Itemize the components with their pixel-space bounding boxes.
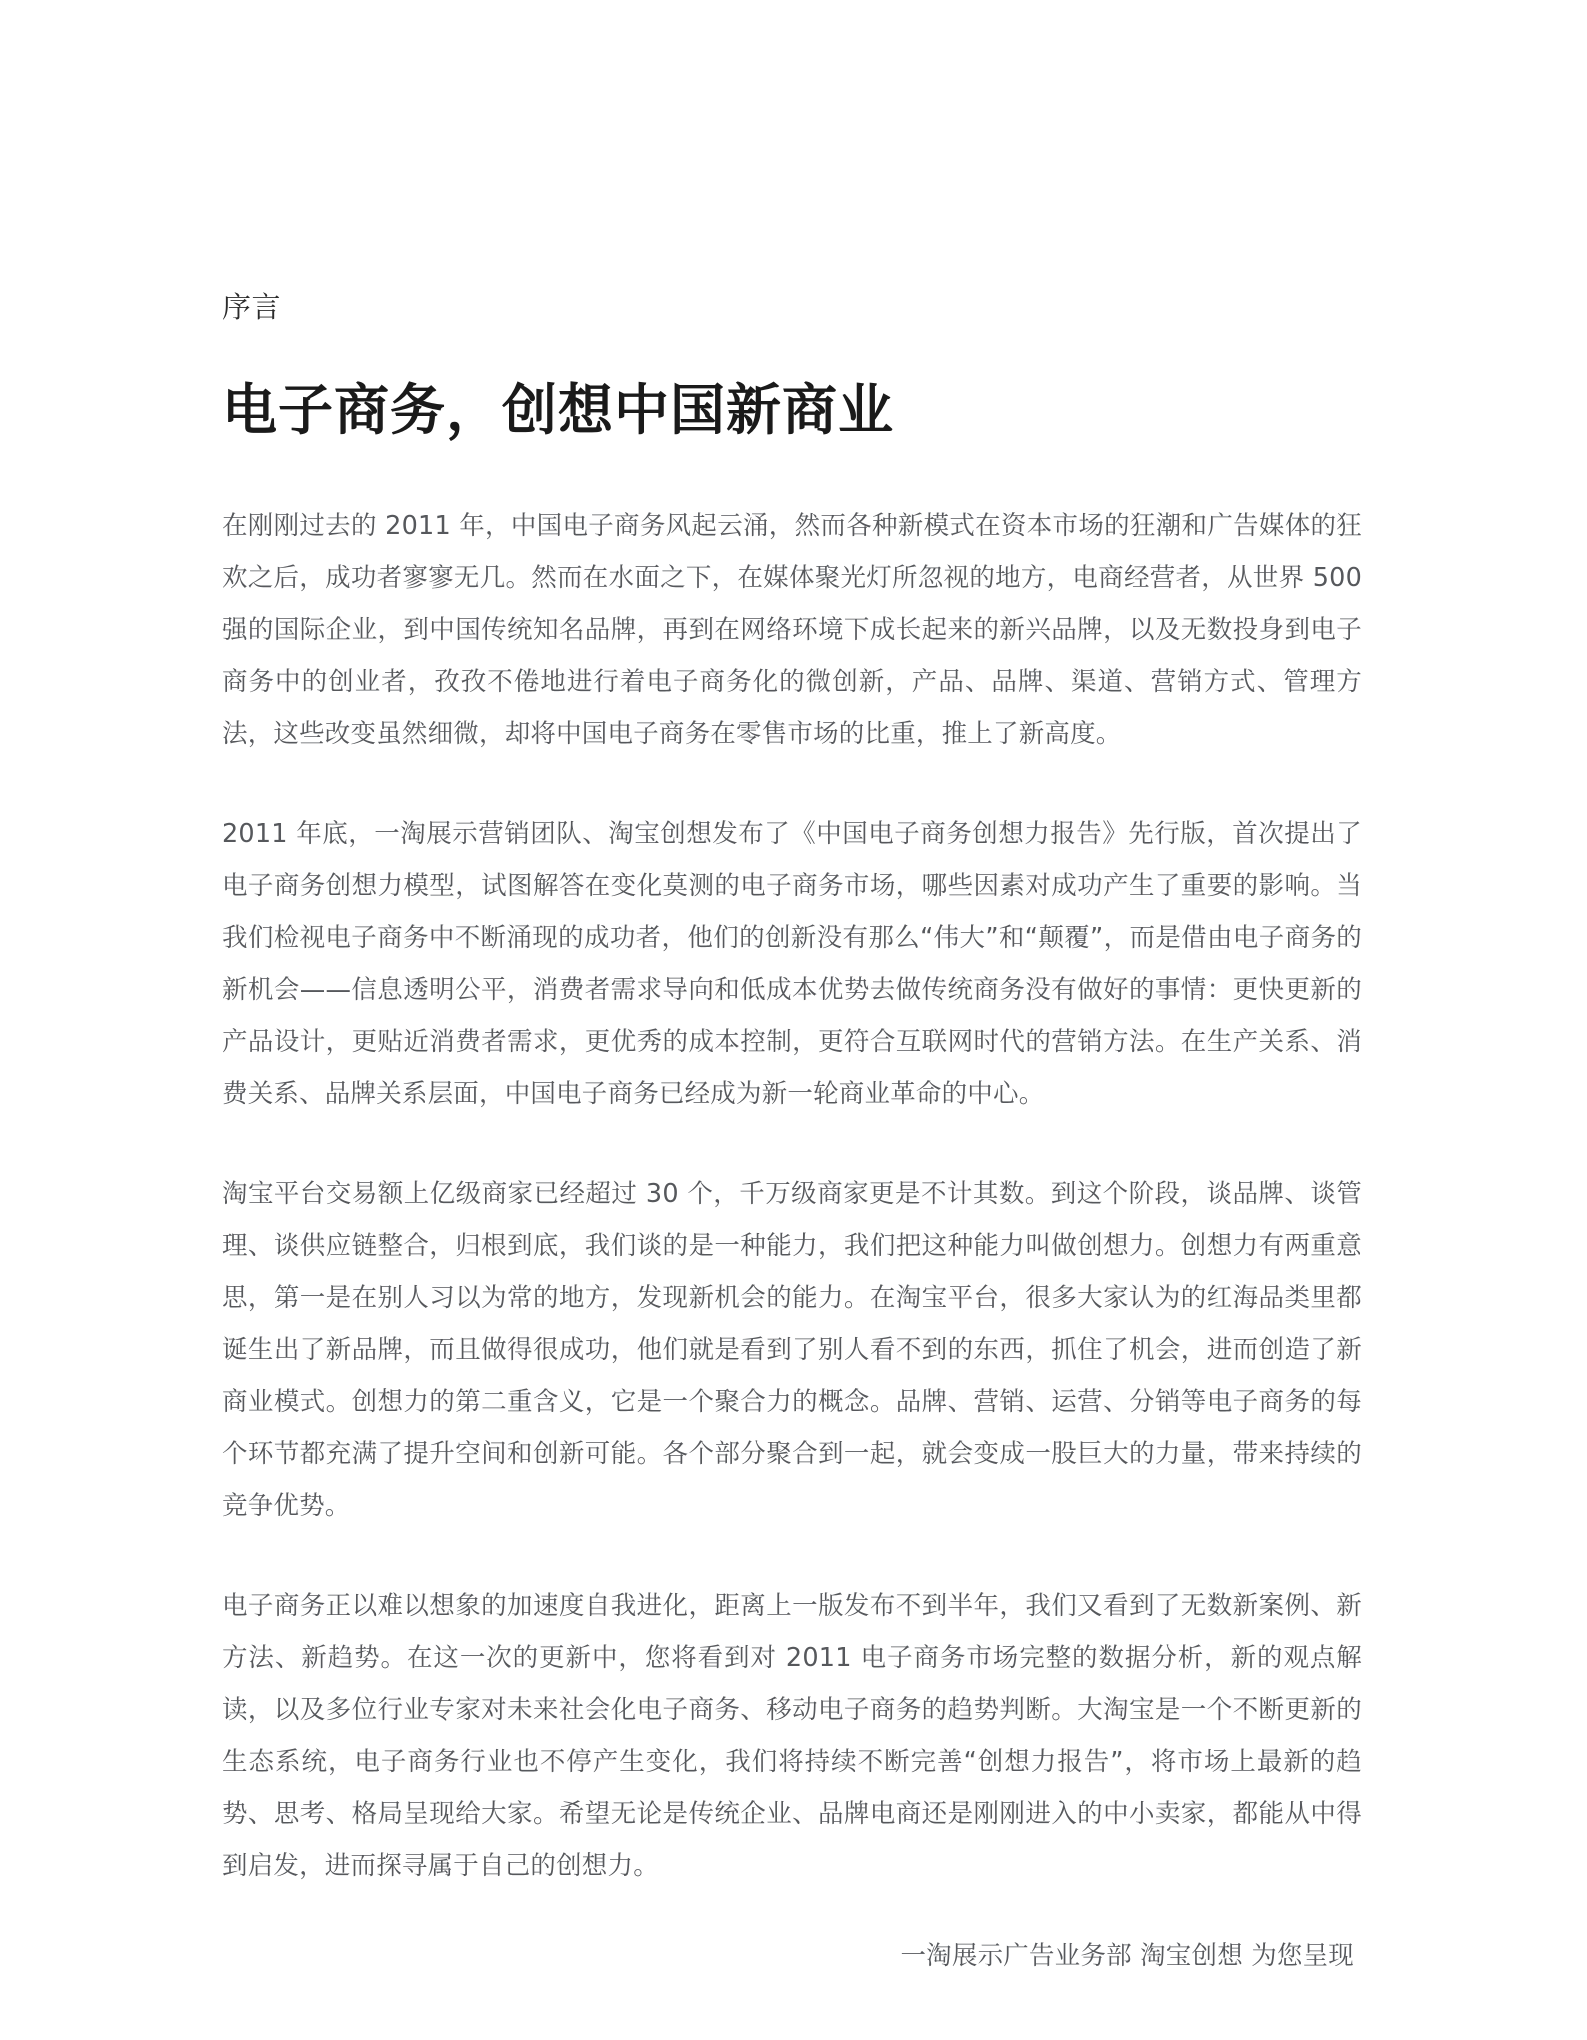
body-paragraph: 淘宝平台交易额上亿级商家已经超过 30 个，千万级商家更是不计其数。到这个阶段，谈品牌、谈管理、谈供应链整合，归根到底，我们谈的是一种能力，我们把这种能力叫做创想力。创想力有两重意思，第一是在别人习以为常的地方，发现新机会的能力。在淘宝平台，很多大家认为的红海品类里都诞生出了新品牌，而且做得很成功，他们就是看到了别人看不到的东西，抓住了机会，进而创造了新商业模式。创想力的第二重含义，它是一个聚合力的概念。品牌、营销、运营、分销等电子商务的每个环节都充满了提升空间和创新可能。各个部分聚合到一起，就会变成一股巨大的力量，带来持续的竞争优势。 [222, 1179, 1362, 1522]
signature-line: 一淘展示广告业务部 淘宝创想 为您呈现 [900, 1941, 1354, 1972]
document-content [222, 290, 1362, 1980]
body-paragraph: 在刚刚过去的 2011 年，中国电子商务风起云涌，然而各种新模式在资本市场的狂潮和广告媒体的狂欢之后，成功者寥寥无几。然而在水面之下，在媒体聚光灯所忽视的地方，电商经营者，从世界 500 强的国际企业，到中国传统知名品牌，再到在网络环境下成长起来的新兴品牌，以及无数投身到电子商务中的创业者，孜孜不倦地进行着电子商务化的微创新，产品、品牌、渠道、营销方式、管理方法，这些改变虽然细微，却将中国电子商务在零售市场的比重，推上了新高度。 [222, 511, 1362, 750]
body-paragraph: 2011 年底，一淘展示营销团队、淘宝创想发布了《中国电子商务创想力报告》先行版，首次提出了电子商务创想力模型，试图解答在变化莫测的电子商务市场，哪些因素对成功产生了重要的影响。当我们检视电子商务中不断涌现的成功者，他们的创新没有那么“伟大”和“颠覆”，而是借由电子商务的新机会——信息透明公平，消费者需求导向和低成本优势去做传统商务没有做好的事情：更快更新的产品设计，更贴近消费者需求，更优秀的成本控制，更符合互联网时代的营销方法。在生产关系、消费关系、品牌关系层面，中国电子商务已经成为新一轮商业革命的中心。 [222, 819, 1362, 1110]
section-eyebrow: 序言 [222, 290, 282, 324]
page-title: 电子商务，创想中国新商业 [222, 377, 895, 442]
body-paragraph: 电子商务正以难以想象的加速度自我进化，距离上一版发布不到半年，我们又看到了无数新案例、新方法、新趋势。在这一次的更新中，您将看到对 2011 电子商务市场完整的数据分析，新的观点解读，以及多位行业专家对未来社会化电子商务、移动电子商务的趋势判断。大淘宝是一个不断更新的生态系统，电子商务行业也不停产生变化，我们将持续不断完善“创想力报告”，将市场上最新的趋势、思考、格局呈现给大家。希望无论是传统企业、品牌电商还是刚刚进入的中小卖家，都能从中得到启发，进而探寻属于自己的创想力。 [222, 1591, 1362, 1882]
